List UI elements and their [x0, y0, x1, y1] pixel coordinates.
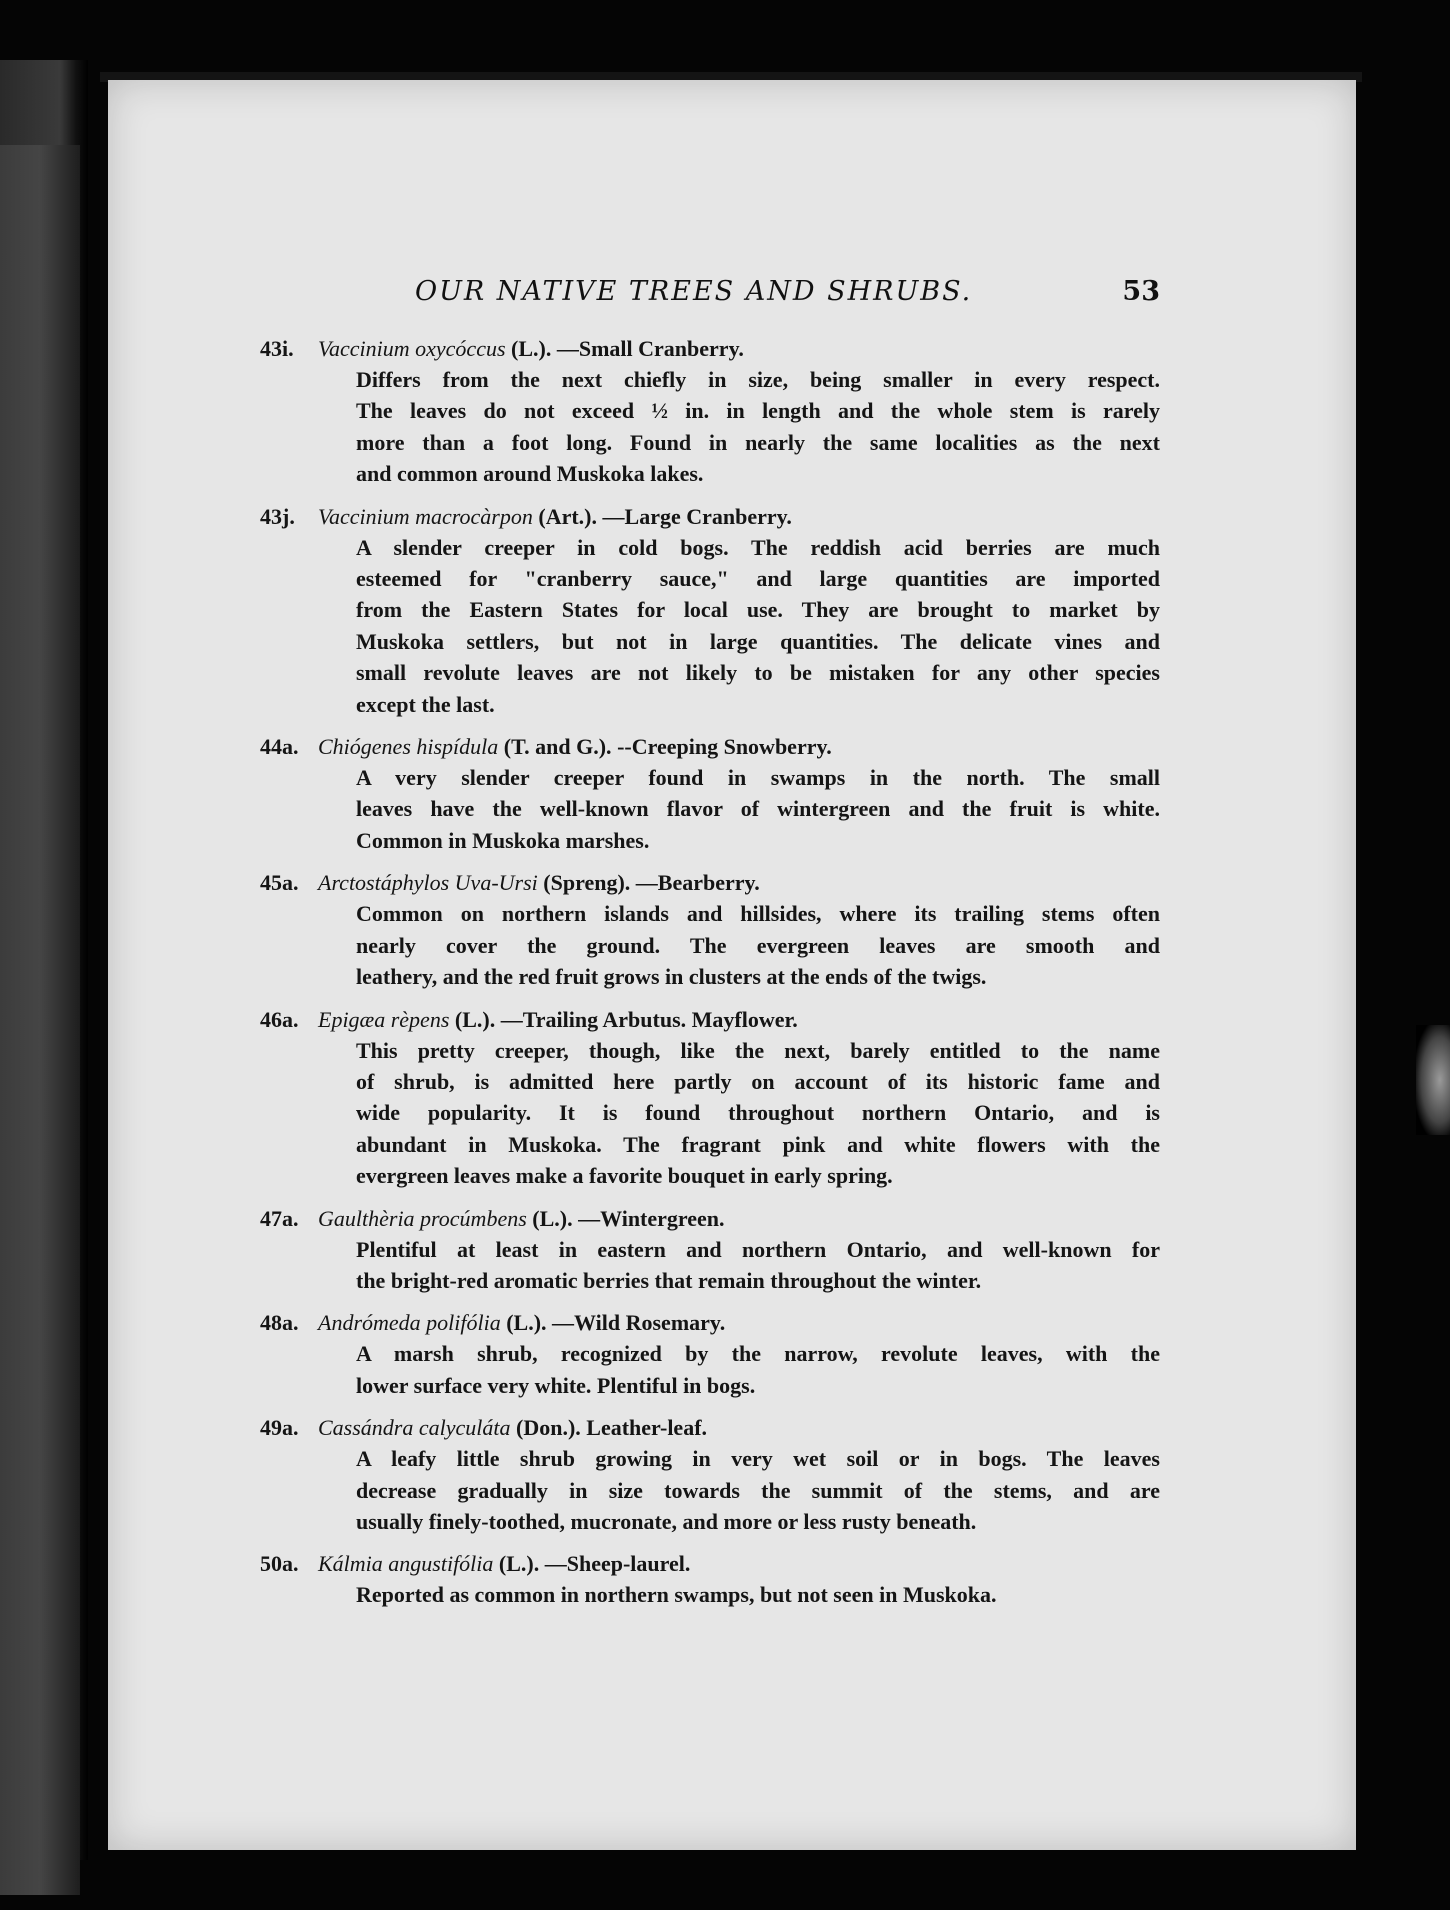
description-line: The leaves do not exceed ½ in. in length and the whole stem is rarely: [356, 398, 1160, 424]
description-line: A leafy little shrub growing in very wet soil or in bogs. The leaves: [356, 1446, 1160, 1472]
common-name: Leather-leaf.: [586, 1415, 708, 1441]
entry-description: [356, 1338, 1160, 1401]
entry-number: 50a.: [260, 1551, 299, 1577]
description-line: and common around Muskoka lakes.: [356, 461, 704, 487]
page-header: [415, 276, 1160, 316]
authority: (L.).: [511, 336, 552, 361]
description-line: evergreen leaves make a favorite bouquet in early spring.: [356, 1163, 893, 1189]
description-line: small revolute leaves are not likely to be mistaken for any other species: [356, 660, 1160, 686]
species-entry: [260, 502, 1160, 720]
entry-heading: [260, 1005, 1160, 1035]
authority: (Art.).: [538, 503, 598, 529]
description-line: except the last.: [356, 691, 495, 717]
entry-heading: [260, 1308, 1160, 1338]
authority: (T. and G.).: [503, 734, 612, 760]
entry-heading: [260, 1204, 1160, 1234]
facing-page-edge-inner: [0, 145, 80, 1895]
description-line: the bright-red aromatic berries that remain throughout the winter.: [356, 1267, 982, 1293]
description-line: A marsh shrub, recognized by the narrow, revolute leaves, with the: [356, 1341, 1160, 1367]
description-line: A slender creeper in cold bogs. The reddish acid berries are much: [356, 534, 1160, 560]
common-name: —Bearberry.: [635, 870, 760, 896]
description-line: Common on northern islands and hillsides, where its trailing stems often: [356, 901, 1160, 927]
description-line: Muskoka settlers, but not in large quantities. The delicate vines and: [356, 628, 1160, 654]
description-line: Differs from the next chiefly in size, being smaller in every respect.: [356, 367, 1160, 392]
entry-description: [356, 1579, 1160, 1610]
entry-number: 43j.: [260, 503, 295, 529]
entry-number: 48a.: [260, 1310, 299, 1336]
scientific-name: Kálmia angustifólia: [318, 1551, 494, 1577]
description-line: lower surface very white. Plentiful in bogs.: [356, 1372, 756, 1398]
common-name: —Trailing Arbutus. Mayflower.: [500, 1006, 798, 1032]
authority: (L.).: [498, 1551, 540, 1577]
entry-description: [356, 1443, 1160, 1537]
description-line: Common in Muskoka marshes.: [356, 827, 650, 853]
species-entry: [260, 334, 1160, 490]
entry-number: 43i.: [260, 336, 294, 361]
scientific-name: Vaccinium macrocàrpon: [318, 503, 533, 529]
common-name: —Sheep-laurel.: [544, 1551, 691, 1577]
entry-heading: [260, 868, 1160, 898]
authority: (L.).: [506, 1310, 547, 1336]
entry-description: [356, 1234, 1160, 1297]
entry-description: [356, 364, 1160, 490]
species-entry: [260, 1204, 1160, 1297]
description-line: A very slender creeper found in swamps in the north. The small: [356, 765, 1160, 791]
description-line: Reported as common in northern swamps, but not seen in Muskoka.: [356, 1582, 997, 1608]
entry-description: [356, 1035, 1160, 1192]
description-line: Plentiful at least in eastern and northern Ontario, and well-known for: [356, 1236, 1160, 1262]
entry-description: [356, 762, 1160, 856]
entry-heading: [260, 502, 1160, 532]
description-line: decrease gradually in size towards the summit of the stems, and are: [356, 1477, 1160, 1503]
scientific-name: Epigæa rèpens: [318, 1006, 450, 1032]
description-line: usually finely-toothed, mucronate, and more or less rusty beneath.: [356, 1508, 977, 1534]
entry-heading: [260, 732, 1160, 762]
scientific-name: Cassándra calyculáta: [318, 1415, 511, 1441]
common-name: —Large Cranberry.: [602, 503, 792, 529]
authority: (Spreng).: [543, 870, 631, 896]
description-line: leathery, and the red fruit grows in clusters at the ends of the twigs.: [356, 964, 987, 990]
species-entry: [260, 1413, 1160, 1537]
description-line: more than a foot long. Found in nearly the same localities as the next: [356, 429, 1160, 455]
scientific-name: Vaccinium oxycóccus: [318, 336, 506, 361]
entry-heading: [260, 1413, 1160, 1443]
common-name: --Creeping Snowberry.: [617, 734, 832, 760]
scientific-name: Gaulthèria procúmbens: [318, 1205, 527, 1231]
species-entry: [260, 868, 1160, 992]
authority: (L.).: [532, 1205, 573, 1231]
common-name: —Small Cranberry.: [556, 336, 744, 361]
facing-page-edge: [0, 60, 88, 1860]
scientific-name: Andrómeda polifólia: [318, 1310, 501, 1336]
entry-description: [356, 898, 1160, 992]
entry-heading: [260, 1549, 1160, 1579]
entry-number: 49a.: [260, 1415, 299, 1441]
common-name: —Wintergreen.: [578, 1205, 725, 1231]
entry-number: 44a.: [260, 734, 299, 760]
entry-number: 46a.: [260, 1006, 299, 1032]
entry-heading: [260, 334, 1160, 364]
running-title: OUR NATIVE TREES AND SHRUBS.: [415, 276, 973, 307]
description-line: This pretty creeper, though, like the next, barely entitled to the name: [356, 1037, 1160, 1063]
species-entry: [260, 1549, 1160, 1610]
description-line: of shrub, is admitted here partly on account of its historic fame and: [356, 1068, 1160, 1094]
common-name: —Wild Rosemary.: [552, 1310, 726, 1336]
species-entry: [260, 732, 1160, 856]
description-line: wide popularity. It is found throughout northern Ontario, and is: [356, 1100, 1160, 1126]
scientific-name: Arctostáphylos Uva-Ursi: [318, 870, 538, 896]
description-line: abundant in Muskoka. The fragrant pink and white flowers with the: [356, 1131, 1160, 1157]
scan-artifact: [1416, 1025, 1450, 1135]
entry-number: 47a.: [260, 1205, 299, 1231]
description-line: esteemed for "cranberry sauce," and large quantities are imported: [356, 566, 1160, 592]
page-number: 53: [1122, 276, 1160, 307]
species-entry: [260, 1308, 1160, 1401]
authority: (Don.).: [516, 1415, 581, 1441]
entry-description: [356, 532, 1160, 720]
entry-number: 45a.: [260, 870, 299, 896]
authority: (L.).: [454, 1006, 496, 1032]
description-line: nearly cover the ground. The evergreen leaves are smooth and: [356, 932, 1160, 958]
species-entry: [260, 1005, 1160, 1192]
species-entries: [260, 334, 1160, 1623]
description-line: leaves have the well-known flavor of wintergreen and the fruit is white.: [356, 796, 1160, 822]
scientific-name: Chiógenes hispídula: [318, 734, 499, 760]
description-line: from the Eastern States for local use. They are brought to market by: [356, 597, 1160, 623]
